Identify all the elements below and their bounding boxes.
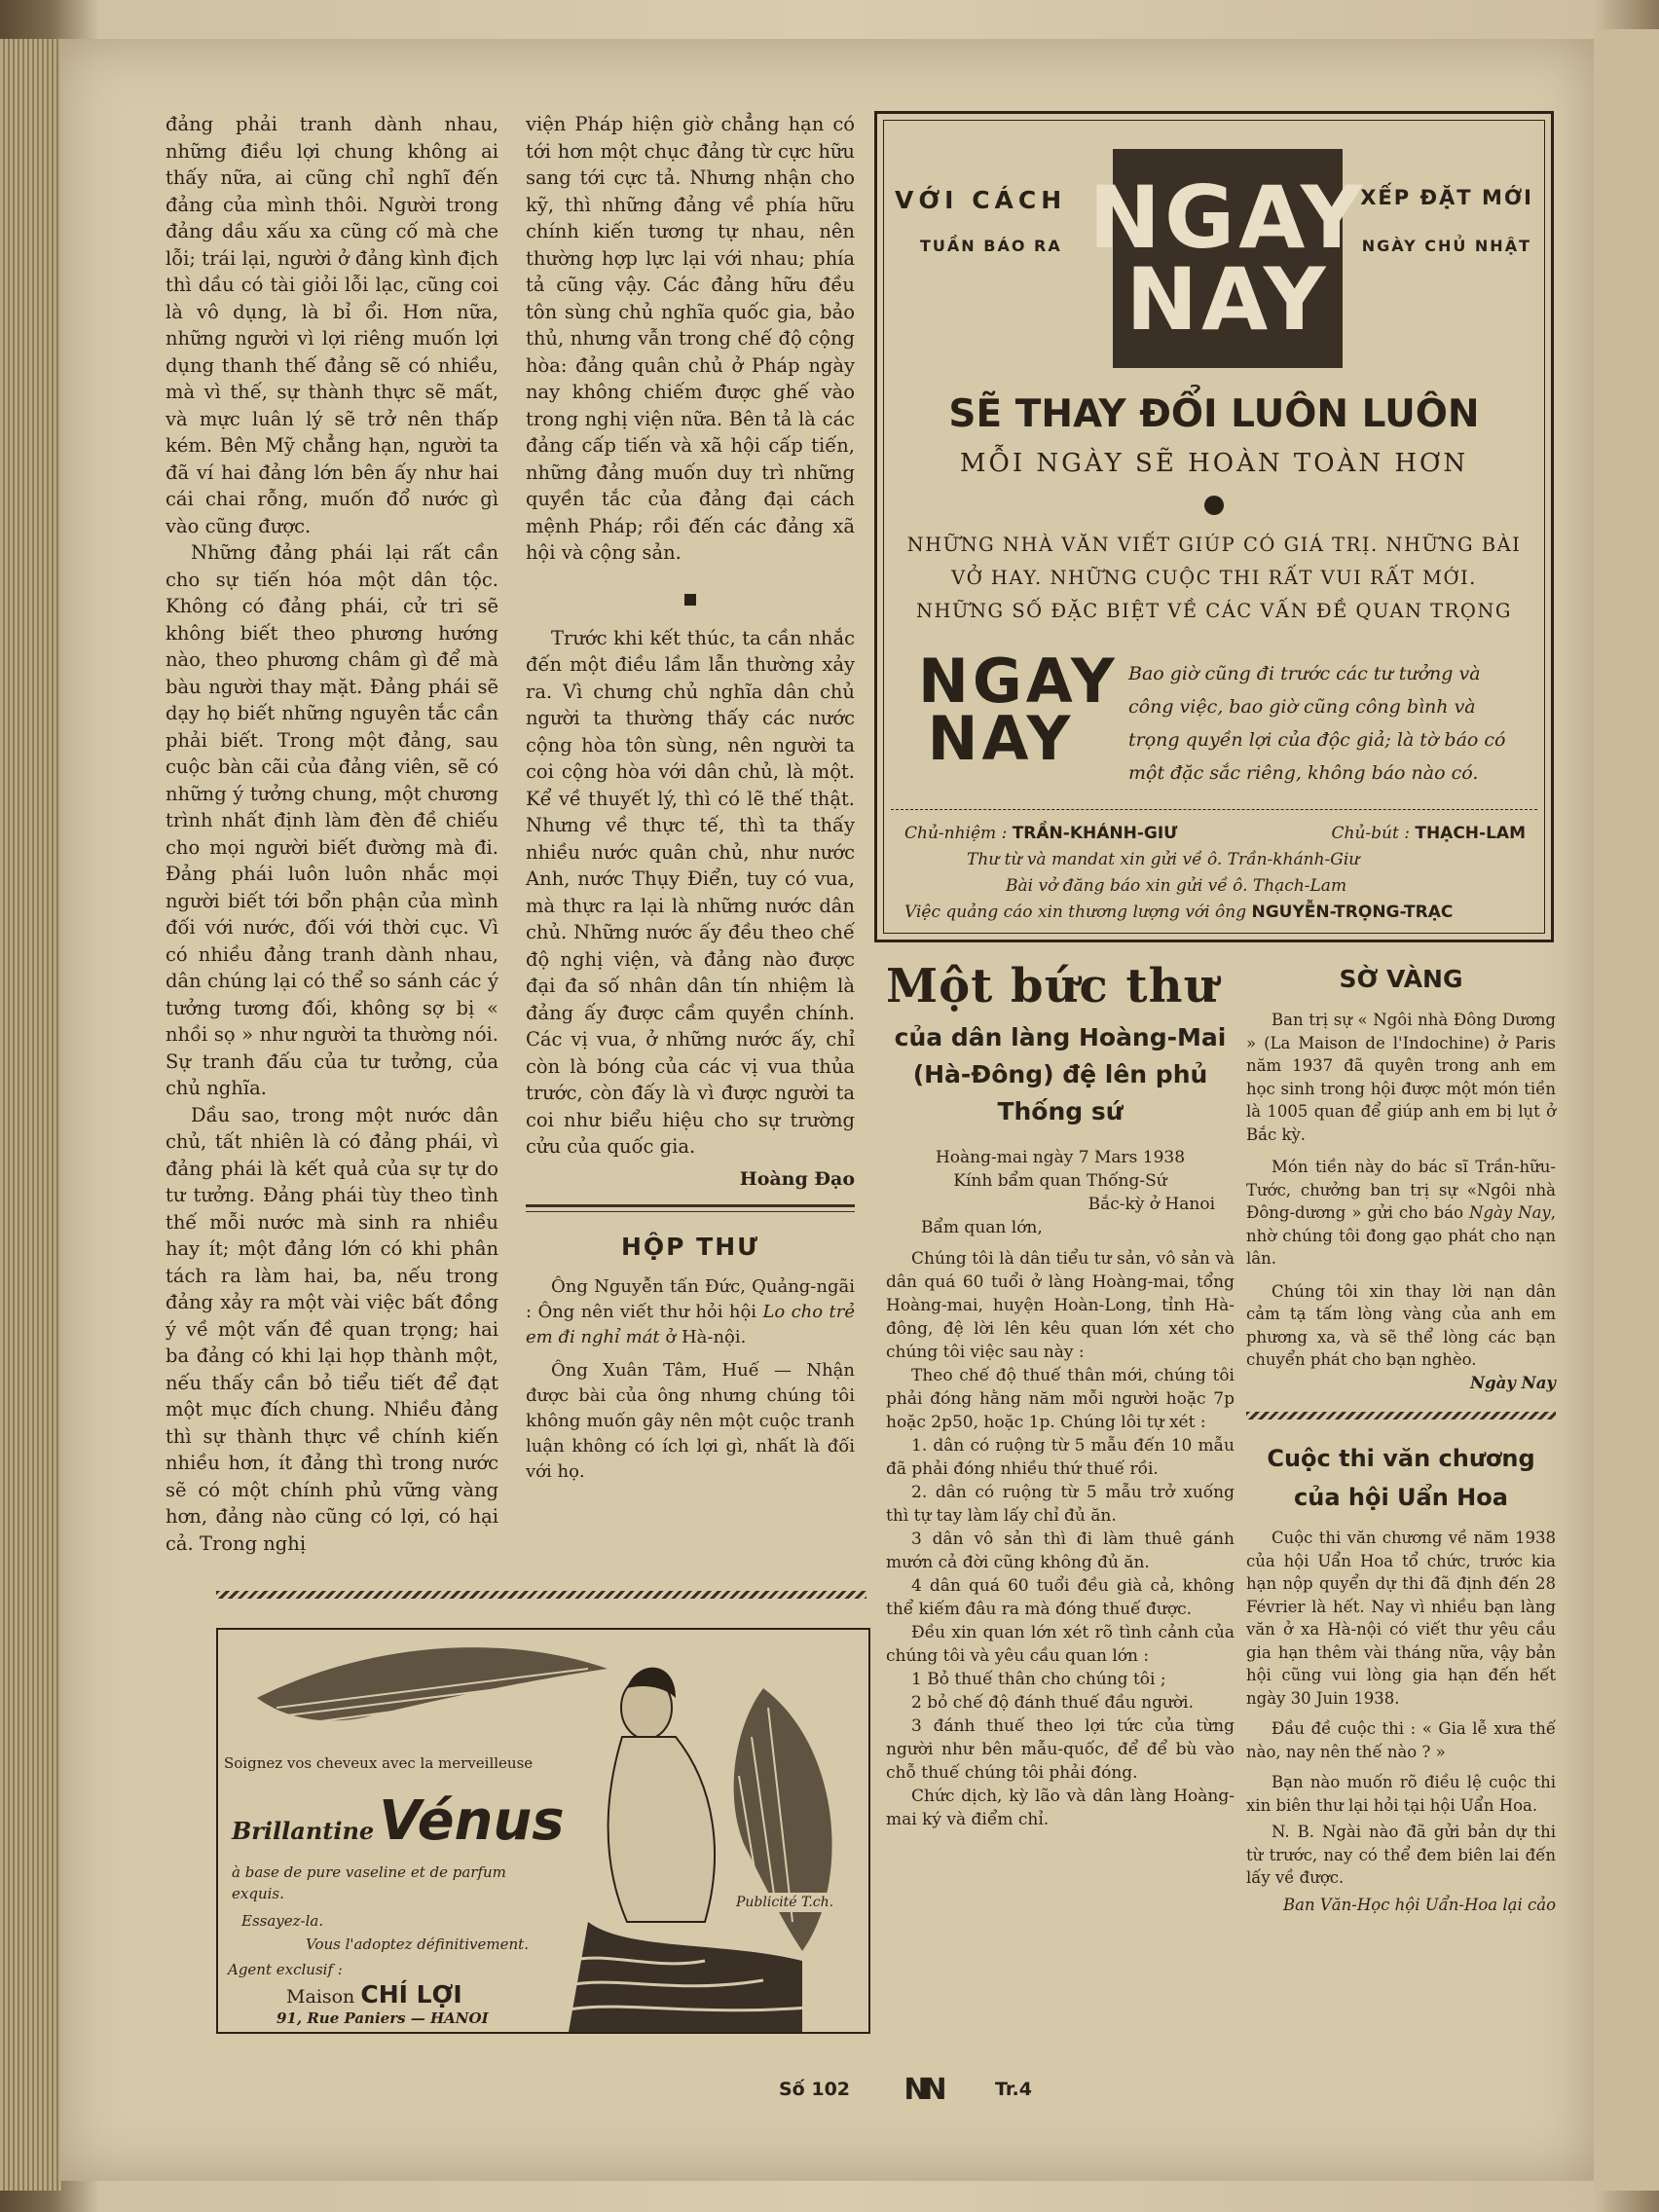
hop-thu-item [526,1358,855,1485]
ad-line2-left: TUẦN BÁO RA [920,237,1062,255]
wavy-divider [1246,1412,1556,1419]
quang-cao-info [904,900,1526,926]
perfume-tagline: Soignez vos cheveux avec la merveilleuse [224,1754,534,1772]
logo-word-bottom: NAY [1125,248,1330,350]
contest-title-2: của hội Uẩn Hoa [1294,1484,1508,1511]
contest-signature: Ban Văn-Học hội Uẩn-Hoa lại cảo [1283,1895,1556,1914]
brillantine-venus-advertisement [216,1628,870,2034]
ad-divider [891,809,1537,810]
ad-line1-right: XẾP ĐẶT MỚI [1360,186,1533,209]
perfume-description: à base de pure vaseline et de parfum exquis. [232,1863,506,1902]
hop-thu-text: ở Hà-nội. [659,1326,747,1347]
section-break-mark [684,594,696,606]
ad-subhead: MỖI NGÀY SẼ HOÀN TOÀN HƠN [959,449,1469,478]
chu-but-name: THẠCH-LAM [1415,824,1526,843]
hop-thu-title: HỘP THƯ [620,1233,760,1261]
perfume-try: Essayez-la. [241,1912,324,1930]
letter-addressee: Kính bẩm quan Thống-Sứ [953,1171,1167,1191]
contest-paragraph: Bạn nào muốn rõ điều lệ cuộc thi xin biên thư lại hỏi tại hội Uẩn Hoa. [1246,1773,1556,1815]
hop-thu-recipient: Ông Xuân Tâm, Huế — [551,1359,793,1381]
chu-but [1331,821,1526,847]
logo-word-top: NGAY [1088,166,1367,268]
ad-headline: SẼ THAY ĐỔI LUÔN LUÔN [948,392,1480,436]
author-signature: Hoàng Đạo [739,1167,855,1190]
letter-paragraph: 2. dân có ruộng từ 5 mẫu trở xuống thì tự tay làm lấy chỉ đủ ăn. [886,1483,1235,1526]
right-column [1246,964,1556,1916]
letter-addressee-place: Bắc-kỳ ở Hanoi [1088,1195,1215,1214]
hop-thu-text: Nhận được bài của ông nhưng chúng tôi không muốn gây nên một cuộc tranh luận không có ích lợi gì, nhất là đối với họ. [526,1359,855,1482]
so-vang-text: Món tiền này do bác sĩ Trần-hữu-Tước, chưởng ban trị sự «Ngôi nhà Đông-dương » gửi cho báo [1246,1158,1556,1222]
brand-name: Vénus [379,1789,565,1853]
letter-column [886,959,1235,1831]
letter-dateline: Hoàng-mai ngày 7 Mars 1938 [935,1148,1186,1167]
ad-line2-right: NGÀY CHỦ NHẬT [1361,237,1531,255]
so-vang-signature: Ngày Nay [1469,1373,1556,1392]
letter-title: Một bức thư [886,959,1219,1014]
bullet-dot [1204,496,1224,515]
wavy-divider [216,1591,866,1599]
chu-nhiem-name: TRẦN-KHÁNH-GIƯ [1012,824,1178,843]
ad-line1-left: VỚI CÁCH [895,186,1067,214]
quang-cao-label: Việc quảng cáo xin thương lượng với ông [904,903,1247,922]
column-1 [166,111,498,1557]
ngay-nay-logo-small [918,645,1119,774]
issue-number: Số 102 [779,2079,851,2100]
contest-title-1: Cuộc thi văn chương [1267,1445,1535,1472]
footer-logo: NN [903,2072,941,2107]
perfume-brand [232,1789,565,1853]
ngay-nay-logo-large [1088,149,1367,368]
contest-paragraph: Đầu đề cuộc thi : « Gia lễ xưa thế nào, nay nên thế nào ? » [1246,1719,1556,1761]
hop-thu-text: Ông nên viết thư hỏi hội [537,1301,763,1322]
letter-paragraph: Theo chế độ thuế thân mới, chúng tôi phải đóng hằng năm mỗi người hoặc 7p hoặc 2p50, hoặc 1p. Chúng lôi tự xét : [886,1366,1235,1432]
page-number: Tr.4 [995,2079,1032,2100]
letter-subtitle: của dân làng Hoàng-Mai (Hà-Đông) đệ lên phủ Thống sứ [894,1023,1227,1125]
letter-paragraph: Đều xin quan lớn xét rõ tình cảnh của chúng tôi và yêu cầu quan lớn : [886,1623,1235,1666]
mandat-info: Thư từ và mandat xin gửi về ô. Trần-khánh-Giư [967,850,1360,869]
letter-paragraph: 1. dân có ruộng từ 5 mẫu đến 10 mẫu đã phải đóng nhiều thứ thuế rồi. [886,1436,1235,1479]
hop-thu-recipient: Ông Nguyễn tấn Đức, Quảng-ngãi : [526,1275,855,1322]
so-vang-italic: Ngày Nay [1469,1203,1551,1222]
hop-thu-text-italic: Lo cho trẻ em đi nghỉ mát [526,1301,855,1347]
letter-paragraph: Chức dịch, kỳ lão và dân làng Hoàng-mai ký và điểm chỉ. [886,1787,1235,1829]
perfume-maison [286,1980,462,2009]
col1-paragraph: đảng phải tranh dành nhau, những điều lợi chung không ai thấy nữa, ai cũng chỉ nghĩ đến đảng của mình thôi. Người trong đảng dầu xấu xa cũng cố mà che lỗi; trái lại, người ở đảng kình địch thì dầu có tài giỏi lỗi lạc, cũng coi là vô dụng, là bỉ ổi. Hơn nữa, những người vì lợi riêng muốn lợi dụng thanh thế đảng sẽ có nhiều, mà vì thế, sự thành thực sẽ mất, và mực luân lý sẽ trở nên thấp kém. Bên Mỹ chẳng hạn, người ta đã ví hai đảng lớn bên ấy như hai cái chai rỗng, muốn đổ nước gì vào cũng được. [166,113,498,537]
column-2 [526,111,855,1485]
quang-cao-name: NGUYỄN-TRỌNG-TRẠC [1251,903,1454,922]
col2-paragraph: Trước khi kết thúc, ta cần nhắc đến một điều lầm lẫn thường xảy ra. Vì chưng chủ nghĩa dân chủ người ta thường thấy các nước cộng hòa tôn sùng, nên người ta coi cộng hòa với dân chủ, là một. Kể về thuyết lý, thì có lẽ thế thật. Nhưng về thực tế, thì ta thấy nhiều nước quân chủ, như nước Anh, nước Thụy Điển, tuy có vua, mà thực ra lại là những nước dân chủ. Những nước ấy đều theo chế độ nghị viện, và đảng nào được đại đa số nhân dân tín nhiệm là đảng ấy được cầm quyền chính. Các vị vua, ở những nước ấy, chỉ còn là bóng của các vị vua thủa trước, còn đấy là vì được người ta coi như biểu hiệu cho sự trường cửu của quốc gia. [526,626,855,1158]
brand-script: Brillantine [232,1817,375,1845]
book-edge [0,39,62,2191]
divider [526,1204,855,1207]
so-vang-paragraph: Ban trị sự « Ngôi nhà Đông Dương » (La Maison de l'Indochine) ở Paris năm 1937 đã quyên trong anh em học sinh trong hội được một món tiền là 1005 quan để giúp anh em bị lụt ở Bắc kỳ. [1246,1011,1556,1144]
so-vang-paragraph: Chúng tôi xin thay lời nạn dân cảm tạ tấm lòng vàng của anh em phương xa, và sẽ thể lòng các bạn chuyển phát cho bạn nghèo. [1246,1281,1556,1369]
letter-paragraph: 3 dân vô sản thì đi làm thuê gánh mướn cả đời cũng không đủ ăn. [886,1530,1235,1572]
letter-salutation: Bẩm quan lớn, [921,1218,1043,1237]
chu-but-label: Chủ-bút : [1331,824,1410,843]
chu-nhiem-label: Chủ-nhiệm : [904,824,1008,843]
chu-nhiem [904,821,1177,847]
maison-name: CHÍ LỢI [360,1980,462,2009]
page-footer [779,2070,1032,2109]
col1-paragraph: Dầu sao, trong một nước dân chủ, tất nhiên là có đảng phái, vì đảng phái là kết quả của sự tự do tư tưởng. Đảng phái tùy theo tình thế mỗi nước mà sinh ra nhiều hay ít; một đảng lớn có khi phân tách ra làm hai, ba, nếu trong đảng xảy ra một vài việc bất đồng ý về một vấn đề quan trọng; hai ba đảng có khi lại họp thành một, nếu thấy cần bỏ tiểu tiết để đạt một mục đích chung. Nhiều đảng thì sự thành thực về chính kiến nhiều hơn, ít đảng thì trong nước sẽ có một chính phủ vững vàng hơn, đảng nào cũng có lợi, có hại cả. Trong nghị [166,1103,498,1555]
letter-paragraph: 2 bỏ chế độ đánh thuế đầu người. [911,1693,1195,1713]
perfume-address: 91, Rue Paniers — HANOI [276,2009,489,2027]
ngay-nay-advertisement [874,111,1554,942]
logo-small-top: NGAY [918,645,1119,717]
next-page-edge [1594,29,1659,2191]
col1-paragraph: Những đảng phái lại rất cần cho sự tiến hóa một dân tộc. Không có đảng phái, cử tri sẽ không biết theo phương hướng nào, theo phương châm gì để mà bàu người thay mặt. Đảng phái sẽ dạy họ biết những nguyên tắc cần phải biết. Trong một đảng, sau cuộc bàn cãi của đảng viên, sẽ có những ý tưởng chung, một chương trình nhất định làm đèn đề chiếu cho mọi người biết đường mà đi. Đảng phái luôn luôn nhắc mọi người biết tới bổn phận của mình đối với nước, đối với thời cục. Vì có nhiều đảng tranh dành nhau, dân chúng lại có thể so sánh các ý tưởng tương đối, không sợ bị « nhồi sọ » như người ta thường nói. Sự tranh đấu của tư tưởng, của chủ nghĩa. [166,541,498,1099]
perfume-adopt: Vous l'adoptez définitivement. [306,1936,529,1953]
col2-paragraph: viện Pháp hiện giờ chẳng hạn có tới hơn một chục đảng từ cực hữu sang tới cực tả. Nhưng nhận cho kỹ, thì những đảng về phía hữu chính kiến tương tự nhau, nên thường hợp lực lại với nhau; phía tả cũng vậy. Các đảng hữu đều tôn sùng chủ nghĩa quốc gia, bảo thủ, nhưng vẫn trong chế độ cộng hòa: đảng quân chủ ở Pháp ngày nay không chiếm được ghế vào trong nghị viện nữa. Bên tả là các đảng cấp tiến và xã hội cấp tiến, những đảng muốn duy trì những quyền tắc của đảng đại cách mệnh Pháp; rồi đến các đảng xã hội và cộng sản. [526,113,855,564]
so-vang-title: SỜ VÀNG [1339,965,1463,993]
hop-thu-item [526,1274,855,1350]
perfume-agent: Agent exclusif : [228,1961,343,1978]
letter-paragraph: Chúng tôi là dân tiểu tư sản, vô sản và dân quá 60 tuổi ở làng Hoàng-mai, tổng Hoàng-mai, huyện Hoàn-Long, tỉnh Hà-đông, đệ lời lên kêu quan lớn xét cho chúng tôi việc sau này : [886,1249,1235,1362]
contest-paragraph: N. B. Ngài nào đã gửi bản dự thi từ trước, nay có thể đem biên lai đến lấy về được. [1246,1823,1556,1887]
divider [526,1211,855,1212]
maison-label: Maison [286,1986,355,2008]
logo-small-bottom: NAY [927,702,1075,774]
bai-vo-info: Bài vở đăng báo xin gửi về ô. Thạch-Lam [1006,876,1347,896]
letter-paragraph: 4 dân quá 60 tuổi đều già cả, không thể kiếm đâu ra mà đóng thuế được. [886,1576,1235,1619]
ad-features: NHỮNG NHÀ VĂN VIẾT GIÚP CÓ GIÁ TRỊ. NHỮNG BÀI VỞ HAY. NHỮNG CUỘC THI RẤT VUI RẤT MỚI. NHỮNG SỐ ĐẶC BIỆT VỀ CÁC VẤN ĐỀ QUAN TRỌNG [906,534,1522,622]
ad-slogan: Bao giờ cũng đi trước các tư tưởng và công việc, bao giờ cũng công bình và trọng quyền lợi của độc giả; là tờ báo có một đặc sắc riêng, không báo nào có. [1128,663,1506,784]
perfume-credit: Publicité T.ch. [732,1893,837,1912]
letter-paragraph: 3 đánh thuế theo lợi tức của từng người như bên mẫu-quốc, để để bù vào chỗ thuế chúng tôi phải đóng. [886,1716,1235,1783]
so-vang-text: , nhờ chúng tôi đong gạo phát cho nạn lân. [1246,1203,1556,1268]
ad-credits [904,821,1526,926]
letter-paragraph: 1 Bỏ thuế thân cho chúng tôi ; [911,1670,1166,1689]
so-vang-paragraph [1246,1156,1556,1271]
contest-paragraph: Cuộc thi văn chương về năm 1938 của hội Uẩn Hoa tổ chức, trước kia hạn nộp quyển dự thi đã định đến 28 Février là hết. Nay vì nhiều bạn làng văn ở xa Hà-nội có viết thư yêu cầu gia hạn thêm vài tháng nữa, vậy bản hội cũng vui lòng gia hạn đến hết ngày 30 Juin 1938. [1246,1529,1556,1708]
